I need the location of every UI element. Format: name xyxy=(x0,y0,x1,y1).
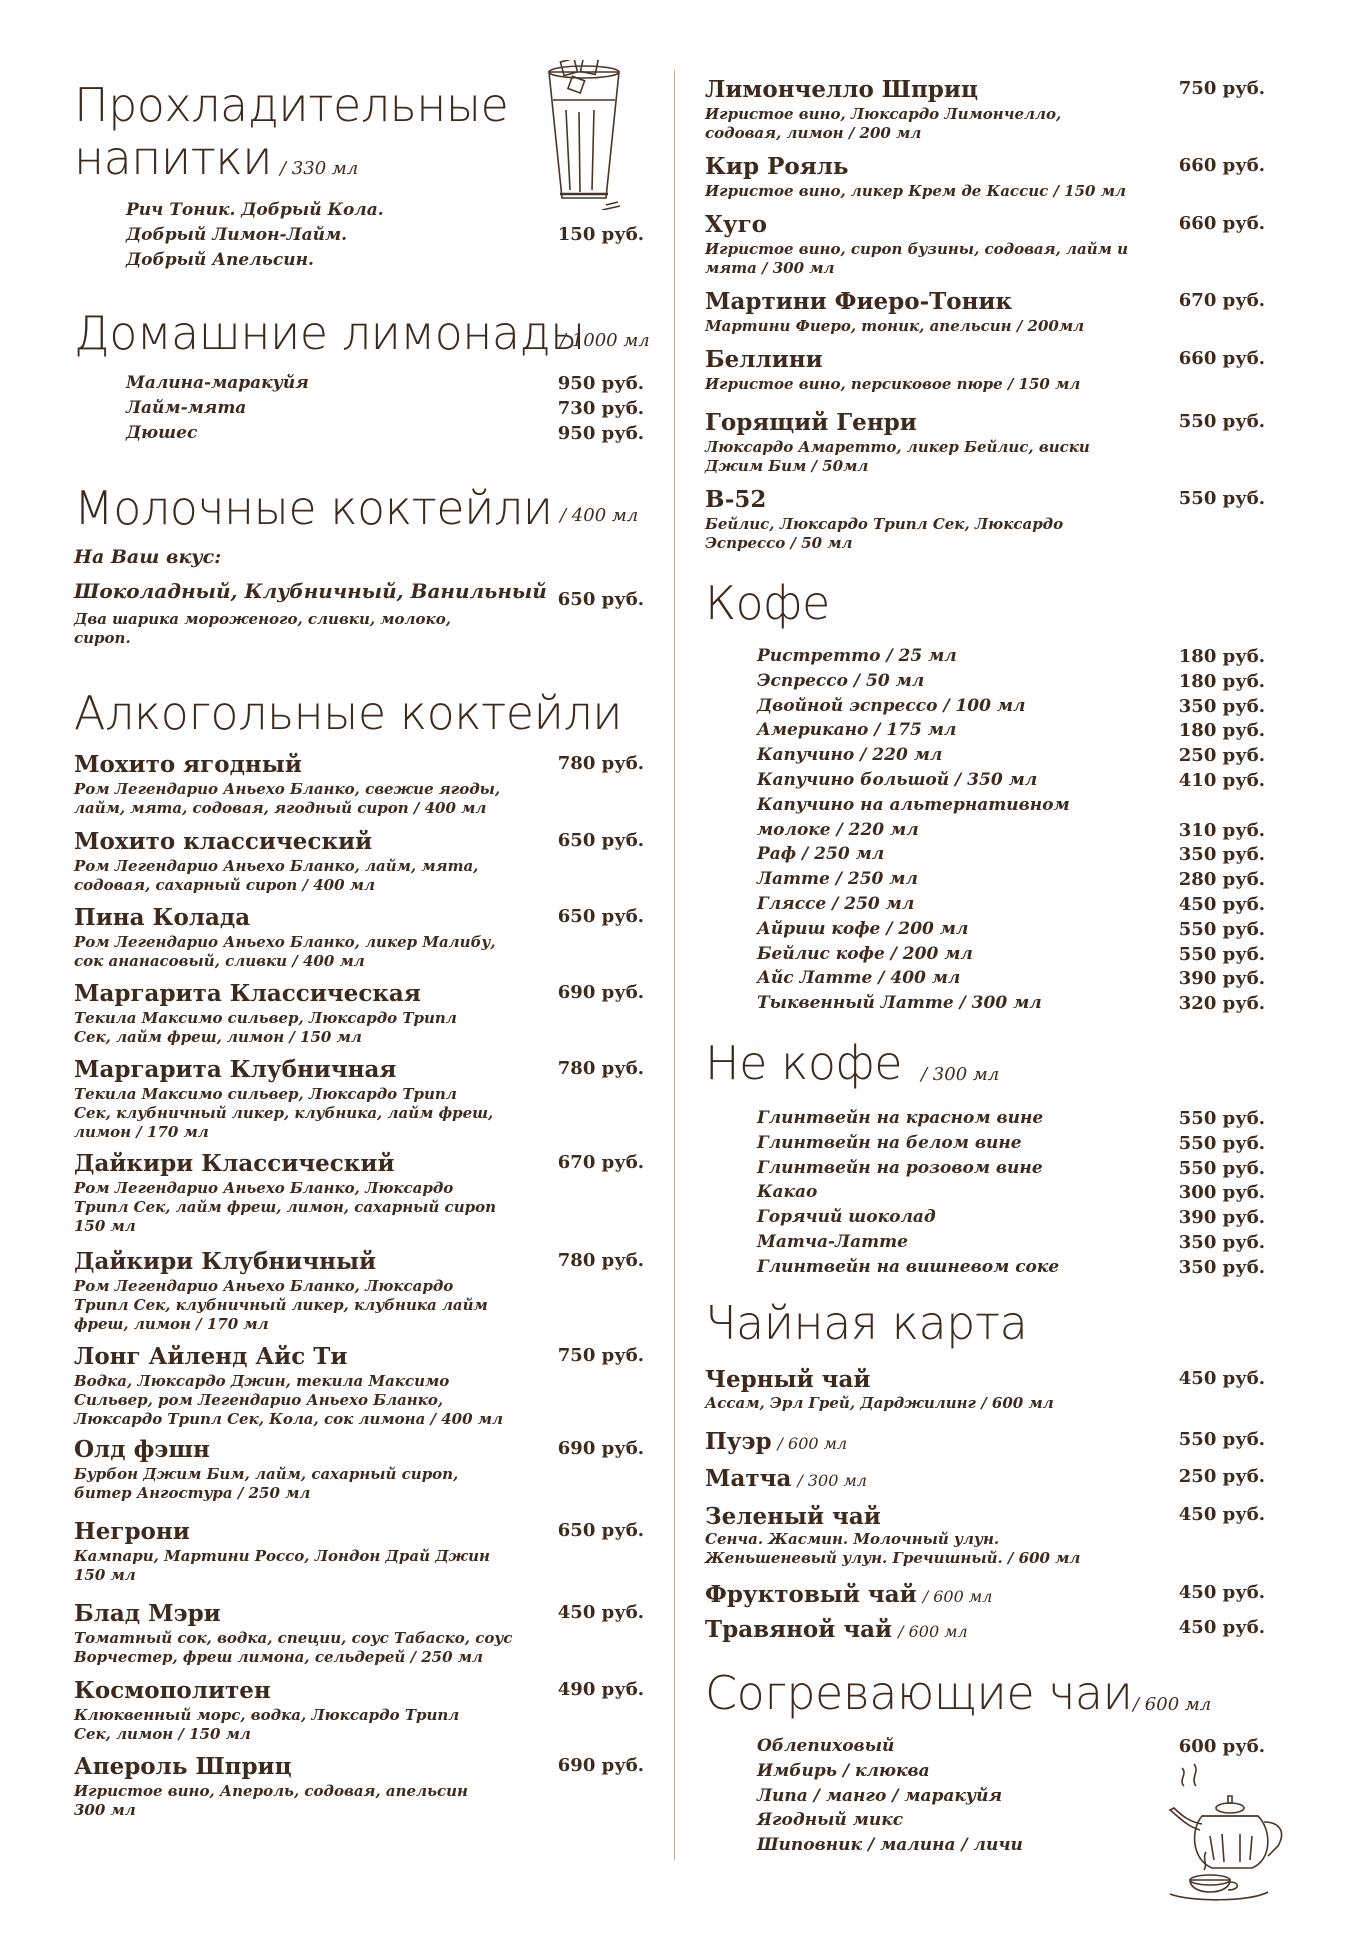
coffee-item-name: Латте / 250 мл xyxy=(757,869,918,890)
section-title-tea: Чайная карта xyxy=(705,1296,1028,1350)
tea-price: 450 руб. xyxy=(1178,1617,1265,1638)
warming-item-name: Шиповник / малина / личи xyxy=(757,1835,1023,1856)
section-title-warming-teas: Согревающие чаи xyxy=(705,1666,1133,1720)
not-coffee-item-price: 550 руб. xyxy=(1178,1157,1265,1179)
coffee-item-price: 350 руб. xyxy=(1178,695,1265,717)
cocktail-desc: Бейлис, Люксардо Трипл Сек, Люксардо xyxy=(705,515,1064,533)
coffee-item-name: Бейлис кофе / 200 мл xyxy=(757,943,973,964)
cocktail-price: 550 руб. xyxy=(1178,488,1265,509)
cocktail-name: Апероль Шприц xyxy=(74,1753,292,1780)
coffee-item-name: Двойной эспрессо / 100 мл xyxy=(757,695,1026,716)
cocktail-price: 780 руб. xyxy=(557,1058,644,1079)
not-coffee-item-price: 350 руб. xyxy=(1178,1256,1265,1278)
coffee-item-name: молоке / 220 мл xyxy=(757,819,919,840)
cocktail-desc: лимон / 170 мл xyxy=(74,1123,209,1141)
warming-item-name: Ягодный микс xyxy=(757,1810,904,1831)
cocktail-desc: Кампари, Мартини Россо, Лондон Драй Джин xyxy=(74,1547,490,1565)
cocktail-desc: 150 мл xyxy=(74,1566,136,1584)
cocktail-desc: Люксардо Амаретто, ликер Бейлис, виски xyxy=(705,438,1090,456)
not-coffee-item-name: Какао xyxy=(757,1182,818,1203)
cocktail-desc: Сек, лимон / 150 мл xyxy=(74,1725,251,1743)
section-title-cold-drinks: Прохладительные xyxy=(74,78,509,132)
cocktail-desc: Водка, Люксардо Джин, текила Максимо xyxy=(74,1372,450,1390)
coffee-item-price: 280 руб. xyxy=(1178,869,1265,891)
glass-icon xyxy=(544,60,624,210)
not-coffee-item-name: Глинтвейн на вишневом соке xyxy=(757,1256,1060,1277)
cocktail-desc: Текила Максимо сильвер, Люксардо Трипл xyxy=(74,1085,457,1103)
coffee-item-price: 450 руб. xyxy=(1178,894,1265,915)
cocktail-desc: Трипл Сек, лайм фреш, лимон, сахарный сироп xyxy=(74,1198,496,1216)
cold-line: Добрый Апельсин. xyxy=(126,250,314,270)
cocktail-price: 780 руб. xyxy=(557,753,644,774)
tea-name: Черный чай xyxy=(705,1366,871,1393)
section-volume: / 300 мл xyxy=(921,1064,1000,1085)
tea-price: 450 руб. xyxy=(1178,1368,1265,1389)
lemonade-name: Лайм-мята xyxy=(126,398,247,418)
not-coffee-item-name: Матча-Латте xyxy=(757,1232,908,1252)
cocktail-name: Олд фэшн xyxy=(74,1436,210,1463)
cocktail-desc: фреш, лимон / 170 мл xyxy=(74,1315,269,1333)
tea-price: 550 руб. xyxy=(1178,1429,1265,1450)
cocktail-desc: Ром Легендарио Аньехо Бланко, лайм, мята, xyxy=(74,857,479,875)
warming-item-name: Липа / манго / маракуйя xyxy=(757,1785,1002,1806)
cocktail-desc: битер Ангостура / 250 мл xyxy=(74,1484,311,1502)
cocktail-name: Хуго xyxy=(705,211,768,238)
cocktail-name: B-52 xyxy=(705,486,767,513)
milkshake-flavors: Шоколадный, Клубничный, Ванильный xyxy=(74,579,547,603)
not-coffee-item-price: 550 руб. xyxy=(1178,1108,1265,1129)
cocktail-price: 690 руб. xyxy=(557,982,644,1003)
tea-desc: Сенча. Жасмин. Молочный улун. xyxy=(705,1530,1000,1548)
cocktail-price: 750 руб. xyxy=(557,1345,644,1366)
coffee-item-name: Капучино большой / 350 мл xyxy=(757,770,1038,790)
cocktail-price: 780 руб. xyxy=(557,1250,644,1271)
cocktail-price: 450 руб. xyxy=(557,1602,644,1623)
section-title-milkshakes: Молочные коктейли xyxy=(74,481,553,535)
tea-price: 250 руб. xyxy=(1178,1466,1265,1487)
coffee-item-price: 180 руб. xyxy=(1178,720,1265,742)
cocktail-desc: Ром Легендарио Аньехо Бланко, ликер Малибу, xyxy=(74,933,496,951)
coffee-item-name: Раф / 250 мл xyxy=(757,844,885,865)
cocktail-desc: Ром Легендарио Аньехо Бланко, свежие ягоды, xyxy=(74,780,501,798)
cocktail-desc: Джим Бим / 50мл xyxy=(705,457,869,475)
cocktail-price: 660 руб. xyxy=(1178,213,1265,234)
coffee-item-name: Айриш кофе / 200 мл xyxy=(757,918,969,939)
cocktail-desc: Ром Легендарио Аньехо Бланко, Люксардо xyxy=(74,1277,454,1295)
tea-name: Пуэр / 600 мл xyxy=(705,1428,848,1455)
cocktail-desc: мята / 300 мл xyxy=(705,259,835,277)
cocktail-desc: содовая, лимон / 200 мл xyxy=(705,124,922,142)
coffee-item-price: 250 руб. xyxy=(1178,745,1265,767)
cocktail-desc: Игристое вино, ликер Крем де Кассис / 150 мл xyxy=(705,182,1126,200)
warming-item-name: Имбирь / клюква xyxy=(757,1760,930,1781)
cocktail-desc: Бурбон Джим Бим, лайм, сахарный сироп, xyxy=(74,1465,459,1483)
coffee-item-name: Капучино на альтернативном xyxy=(757,794,1070,815)
tea-name: Зеленый чай xyxy=(705,1503,881,1530)
warming-price: 600 руб. xyxy=(1178,1736,1265,1757)
cocktail-price: 690 руб. xyxy=(557,1438,644,1459)
cocktail-name: Лимончелло Шприц xyxy=(705,76,978,103)
cocktail-price: 550 руб. xyxy=(1178,411,1265,432)
section-volume: / 330 мл xyxy=(280,158,359,179)
lemonade-name: Малина-маракуйя xyxy=(126,373,309,393)
tea-desc: Ассам, Эрл Грей, Дарджилинг / 600 мл xyxy=(705,1394,1054,1412)
cocktail-name: Негрони xyxy=(74,1518,190,1545)
milkshake-price: 650 руб. xyxy=(557,589,644,610)
cocktail-price: 670 руб. xyxy=(557,1152,644,1173)
cocktail-desc: Клюквенный морс, водка, Люксардо Трипл xyxy=(74,1706,460,1724)
lemonade-name: Дюшес xyxy=(126,423,198,443)
cocktail-desc: Томатный сок, водка, специи, соус Табаско, соус xyxy=(74,1629,513,1647)
coffee-item-name: Айс Латте / 400 мл xyxy=(757,968,961,989)
cocktail-name: Космополитен xyxy=(74,1677,271,1704)
cocktail-desc: содовая, сахарный сироп / 400 мл xyxy=(74,876,375,894)
cocktail-desc: 150 мл xyxy=(74,1217,136,1235)
tea-desc: Женьшеневый улун. Гречишный. / 600 мл xyxy=(705,1549,1081,1567)
coffee-item-price: 410 руб. xyxy=(1178,770,1265,791)
tea-volume: / 300 мл xyxy=(797,1471,867,1490)
coffee-item-name: Гляссе / 250 мл xyxy=(757,894,915,914)
coffee-item-name: Эспрессо / 50 мл xyxy=(757,670,925,691)
section-volume: / 600 мл xyxy=(1133,1694,1212,1715)
cocktail-price: 670 руб. xyxy=(1178,290,1265,311)
not-coffee-item-name: Горячий шоколад xyxy=(757,1207,936,1228)
cocktail-desc: Трипл Сек, клубничный ликер, клубника лайм xyxy=(74,1296,488,1314)
warming-item-name: Облепиховый xyxy=(757,1736,895,1756)
cocktail-name: Мохито ягодный xyxy=(74,751,302,778)
cocktail-name: Горящий Генри xyxy=(705,409,917,436)
cocktail-name: Дайкири Классический xyxy=(74,1150,395,1177)
milkshake-intro: На Ваш вкус: xyxy=(74,546,222,568)
cocktail-name: Маргарита Клубничная xyxy=(74,1056,397,1083)
cocktail-desc: Игристое вино, персиковое пюре / 150 мл xyxy=(705,375,1081,393)
cocktail-desc: Текила Максимо сильвер, Люксардо Трипл xyxy=(74,1009,457,1027)
coffee-item-price: 550 руб. xyxy=(1178,943,1265,965)
not-coffee-item-price: 350 руб. xyxy=(1178,1232,1265,1253)
not-coffee-item-price: 300 руб. xyxy=(1178,1182,1265,1204)
cocktail-price: 750 руб. xyxy=(1178,78,1265,99)
section-volume: / 1000 мл xyxy=(560,330,650,351)
milkshake-desc: сироп. xyxy=(74,629,131,647)
cocktail-desc: 300 мл xyxy=(74,1801,136,1819)
cocktail-desc: лайм, мята, содовая, ягодный сироп / 400 мл xyxy=(74,799,487,817)
coffee-item-name: Американо / 175 мл xyxy=(757,720,957,741)
not-coffee-item-name: Глинтвейн на красном вине xyxy=(757,1108,1044,1128)
cocktail-desc: Игристое вино, Апероль, содовая, апельсин xyxy=(74,1782,468,1800)
coffee-item-name: Капучино / 220 мл xyxy=(757,745,943,766)
coffee-item-name: Ристретто / 25 мл xyxy=(757,646,957,666)
coffee-item-price: 390 руб. xyxy=(1178,968,1265,990)
cocktail-desc: Игристое вино, сироп бузины, содовая, лайм и xyxy=(705,240,1129,258)
cocktail-price: 660 руб. xyxy=(1178,348,1265,369)
section-volume: / 400 мл xyxy=(560,505,639,526)
coffee-item-price: 550 руб. xyxy=(1178,918,1265,940)
section-title-coffee: Кофе xyxy=(705,576,830,630)
cocktail-desc: сок ананасовый, сливки / 400 мл xyxy=(74,952,365,970)
cocktail-name: Беллини xyxy=(705,346,823,373)
coffee-item-price: 180 руб. xyxy=(1178,670,1265,692)
coffee-item-price: 180 руб. xyxy=(1178,646,1265,667)
coffee-item-name: Тыквенный Латте / 300 мл xyxy=(757,993,1042,1014)
cocktail-name: Лонг Айленд Айс Ти xyxy=(74,1343,348,1370)
cocktail-name: Мартини Фиеро-Тоник xyxy=(705,288,1013,315)
cocktail-name: Блад Мэри xyxy=(74,1600,221,1627)
coffee-item-price: 320 руб. xyxy=(1178,993,1265,1015)
lemonade-price: 950 руб. xyxy=(557,423,644,444)
cocktail-desc: Сильвер, ром Легендарио Аньехо Бланко, xyxy=(74,1391,444,1409)
tea-volume: / 600 мл xyxy=(777,1434,848,1453)
cocktail-name: Мохито классический xyxy=(74,828,373,855)
lemonade-price: 730 руб. xyxy=(557,398,644,419)
tea-price: 450 руб. xyxy=(1178,1582,1265,1603)
cocktail-desc: Мартини Фиеро, тоник, апельсин / 200мл xyxy=(705,317,1085,335)
coffee-item-price: 310 руб. xyxy=(1178,819,1265,841)
cocktail-name: Пина Колада xyxy=(74,904,251,931)
cold-price: 150 руб. xyxy=(557,224,644,245)
not-coffee-item-price: 390 руб. xyxy=(1178,1207,1265,1229)
section-title-not-coffee: Не кофе xyxy=(705,1036,903,1090)
cocktail-price: 660 руб. xyxy=(1178,155,1265,176)
tea-volume: / 600 мл xyxy=(922,1587,993,1606)
section-title-alcoholic-cocktails: Алкогольные коктейли xyxy=(74,686,623,740)
cocktail-price: 650 руб. xyxy=(557,1520,644,1541)
cocktail-name: Дайкири Клубничный xyxy=(74,1248,377,1275)
not-coffee-item-price: 550 руб. xyxy=(1178,1132,1265,1154)
cocktail-desc: Сек, лайм фреш, лимон / 150 мл xyxy=(74,1028,362,1046)
column-divider xyxy=(674,70,675,1860)
cocktail-desc: Ром Легендарио Аньехо Бланко, Люксардо xyxy=(74,1179,454,1197)
cocktail-name: Маргарита Классическая xyxy=(74,980,421,1007)
cocktail-desc: Игристое вино, Люксардо Лимончелло, xyxy=(705,105,1062,123)
not-coffee-item-name: Глинтвейн на белом вине xyxy=(757,1132,1022,1153)
cocktail-desc: Сек, клубничный ликер, клубника, лайм фреш, xyxy=(74,1104,494,1122)
teapot-icon xyxy=(1160,1760,1310,1910)
cold-line: Добрый Лимон-Лайм. xyxy=(126,225,348,245)
cocktail-price: 490 руб. xyxy=(557,1679,644,1700)
tea-price: 450 руб. xyxy=(1178,1504,1265,1525)
cocktail-desc: Люксардо Трипл Сек, Кола, сок лимона / 400 мл xyxy=(74,1410,503,1428)
cocktail-desc: Эспрессо / 50 мл xyxy=(705,534,853,552)
lemonade-price: 950 руб. xyxy=(557,373,644,394)
cocktail-price: 690 руб. xyxy=(557,1755,644,1776)
cocktail-price: 650 руб. xyxy=(557,830,644,851)
tea-name: Травяной чай / 600 мл xyxy=(705,1616,968,1643)
tea-volume: / 600 мл xyxy=(898,1622,968,1641)
cocktail-price: 650 руб. xyxy=(557,906,644,927)
tea-name: Фруктовый чай / 600 мл xyxy=(705,1581,993,1608)
cocktail-desc: Ворчестер, фреш лимона, сельдерей / 250 мл xyxy=(74,1648,483,1666)
cocktail-name: Кир Рояль xyxy=(705,153,849,180)
cold-line: Рич Тоник. Добрый Кола. xyxy=(126,200,384,220)
tea-name: Матча / 300 мл xyxy=(705,1465,867,1492)
coffee-item-price: 350 руб. xyxy=(1178,844,1265,866)
not-coffee-item-name: Глинтвейн на розовом вине xyxy=(757,1157,1043,1178)
milkshake-desc: Два шарика мороженого, сливки, молоко, xyxy=(74,610,451,628)
section-title-lemonades: Домашние лимонады xyxy=(74,306,585,360)
section-title-cold-drinks-l2: напитки / 330 мл xyxy=(74,131,359,185)
